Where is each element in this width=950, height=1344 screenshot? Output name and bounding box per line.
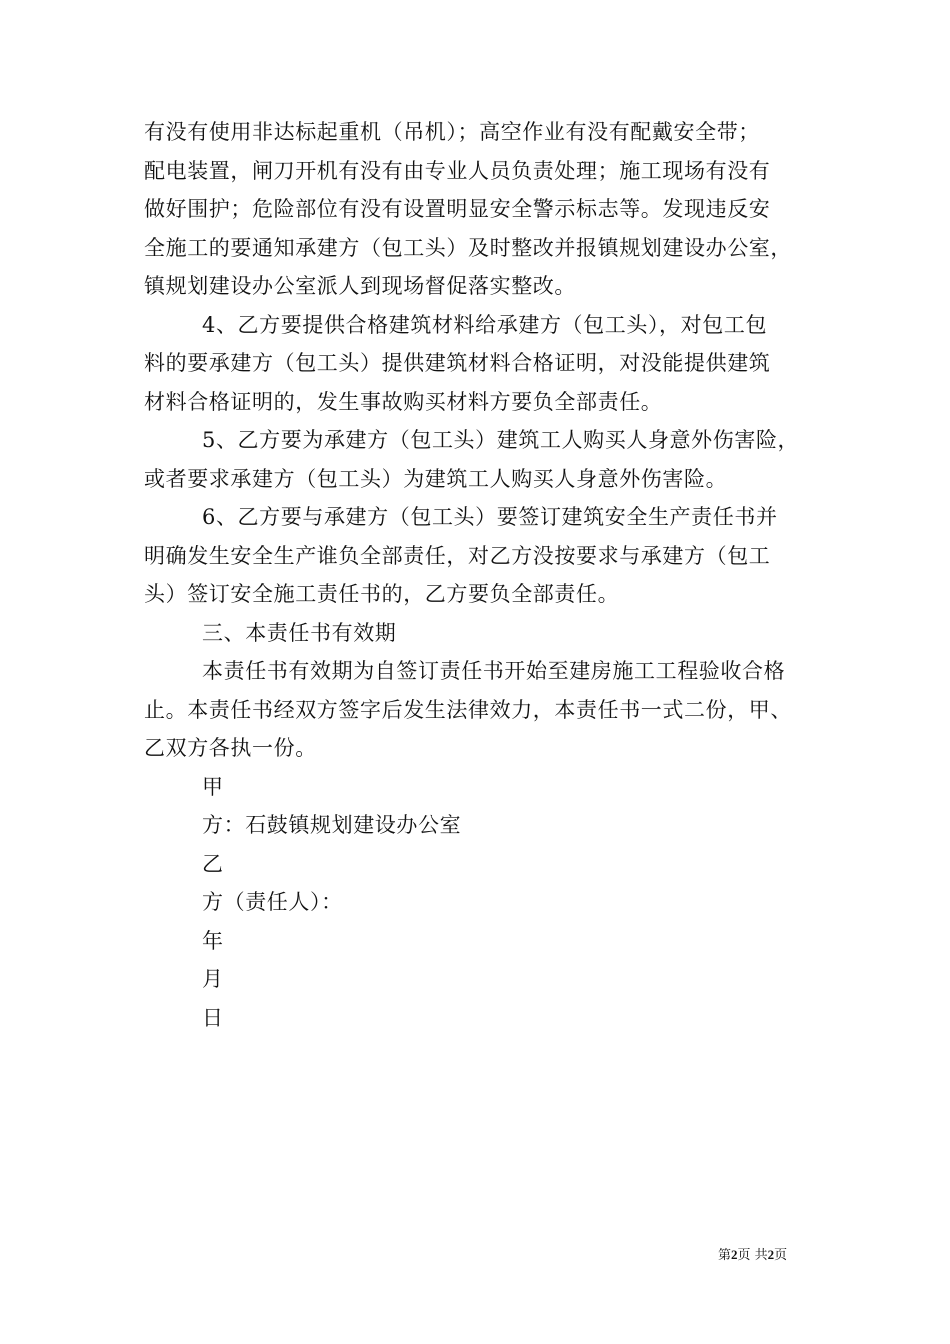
paragraph-line: 全施工的要通知承建方（包工头）及时整改并报镇规划建设办公室，	[144, 236, 792, 260]
paragraph-line: 5、乙方要为承建方（包工头）建筑工人购买人身意外伤害险，	[202, 428, 800, 452]
footer-mid: 页 共	[737, 1248, 768, 1263]
signature-party-a-name: 方：石鼓镇规划建设办公室	[202, 813, 462, 837]
footer-prefix: 第	[718, 1248, 732, 1263]
signature-party-b-name: 方（责任人）：	[202, 890, 343, 914]
paragraph-line: 或者要求承建方（包工头）为建筑工人购买人身意外伤害险。	[144, 467, 728, 491]
paragraph-line: 止。本责任书经双方签字后发生法律效力，本责任书一式二份，甲、	[144, 698, 792, 722]
section-heading: 三、本责任书有效期	[202, 621, 397, 645]
paragraph-line: 4、乙方要提供合格建筑材料给承建方（包工头），对包工包	[202, 313, 768, 337]
signature-party-a-label: 甲	[202, 775, 224, 799]
footer-page-number: 2	[731, 1247, 738, 1262]
date-month: 月	[202, 967, 224, 991]
paragraph-line: 本责任书有效期为自签订责任书开始至建房施工工程验收合格	[202, 659, 786, 683]
signature-party-b-label: 乙	[202, 852, 224, 876]
date-day: 日	[202, 1006, 224, 1030]
paragraph-line: 做好围护；危险部位有没有设置明显安全警示标志等。发现违反安	[144, 197, 771, 221]
date-year: 年	[202, 929, 224, 953]
page-footer	[718, 1246, 787, 1265]
paragraph-line: 材料合格证明的，发生事故购买材料方要负全部责任。	[144, 390, 663, 414]
paragraph-line: 料的要承建方（包工头）提供建筑材料合格证明，对没能提供建筑	[144, 351, 771, 375]
footer-suffix: 页	[774, 1248, 788, 1263]
paragraph-line: 6、乙方要与承建方（包工头）要签订建筑安全生产责任书并	[202, 505, 778, 529]
paragraph-line: 头）签订安全施工责任书的，乙方要负全部责任。	[144, 582, 620, 606]
paragraph-line: 有没有使用非达标起重机（吊机）；高空作业有没有配戴安全带；	[144, 120, 760, 144]
footer-total-pages: 2	[767, 1247, 775, 1262]
paragraph-line: 明确发生安全生产谁负全部责任，对乙方没按要求与承建方（包工	[144, 544, 771, 568]
paragraph-line: 配电装置，闸刀开机有没有由专业人员负责处理；施工现场有没有	[144, 159, 771, 183]
paragraph-line: 乙双方各执一份。	[144, 736, 317, 760]
paragraph-line: 镇规划建设办公室派人到现场督促落实整改。	[144, 274, 576, 298]
